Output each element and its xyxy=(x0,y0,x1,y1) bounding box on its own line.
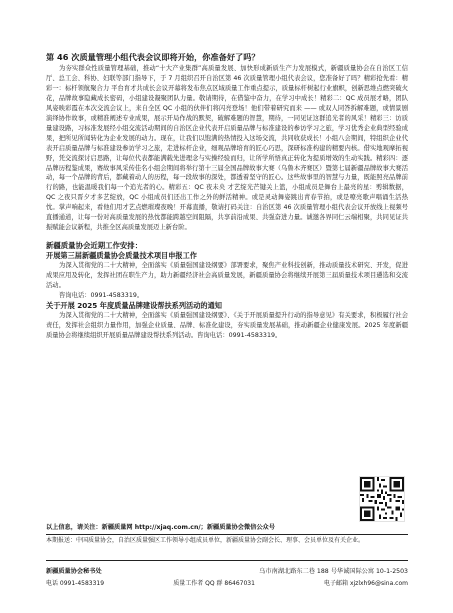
footer-qq-group: 质量工作者 QQ 群 86467031 xyxy=(173,580,255,587)
news-item-1-text: 为深入贯彻党的二十大精神，全面落实《质量强国建设纲要》部署要求，聚焦产业科技创新，推动质量技术研究、开发，促进成果应用及转化，发挥社团在职生产力，助力新疆经济社会高质量发展，新疆质量协会将继续开展第三届质量技术项目遴选和交流活动。 xyxy=(46,262,408,290)
footer-row-1 xyxy=(46,567,408,576)
distribution-scope: 本期报送：中国质量协会，自治区质量强区工作领导小组成员单位，新疆质量协会副会长、理事、会员单位及有关企业。 xyxy=(46,537,365,544)
footer-phone: 电话 0991-4583319 xyxy=(46,580,105,587)
follow-info xyxy=(46,523,408,535)
news-item-1-body xyxy=(46,261,408,301)
news-item-1-title: 开展第三届新疆质量协会质量技术项目申报工作 xyxy=(46,251,197,261)
footer-publisher: 新疆质量协会秘书处 xyxy=(46,568,102,575)
wechat-qr-code-icon xyxy=(359,476,405,522)
article-body: 为夯实群众性质量管理基础，推动“十大产业集群”高质量发展、加快形成新质生产力发展模式，新疆质量协会在自治区工信厅、总工会、科协、妇联等部门指导下，于 7 月组织召开自治区第 46 次质量管理小组代表会议，您准备好了吗？精彩抢先看：精彩一：标杆领航聚合力 平台育才共成长会议开幕将发布焦点区域质量工作重点提示，质量标杆树起行业旗帜，创新思维点燃突破火花，品牌故事隐藏成长密码，小组建设凝聚团队力量。敬请期待，在借鉴中奋力，在学习中成长！精彩二：QC 成员展才略，团队风姿映彩霞在本次交流会议上，来自全区 QC 小组的伙伴们将闪亮登场！他们带着研究而来 —— 或双人同答拆解难题，或情景剧演绎协作故事，或精准阐述专业成果，展示开局作战的默契，破解难题的智慧，期待，一同见证这群追光者的风采！精彩三：访质量建设路，习标准发展经小组交流活动期间的自治区企业代表开启质量品牌与标准建设的参访学习之旅，学习优秀企业典型经验成果，把所见所闻转化为企业发展的动力。现在，让我们以饱满的热情投入这场交流，共同收获成长！小组八会期间，特组织企业代表开启质量品牌与标准建设参访学习之旅，走进标杆企业，细观品牌培育的匠心巧思，深研标准构建的精要内核。借实地观摩拓视野，凭交流探讨启思路，让每位代表都能满载先进理念与实操经验而归，让所学所悟真正转化为提质增效的生动实践。精彩四：逐品牌历程鉴成果，赛故事风采传佳名小组会期间将举行第十三届全国品牌故事大赛（乌鲁木齐赛区）暨第七届新疆品牌故事大赛活动，每一个品牌的背后，都藏着动人的历程，每一段故事的深处，都透着坚守的匠心。这些故事里的智慧与力量，既能照亮品牌前行的路，也能温暖我们每一个追光者的心。精彩五：QC 夜未央 才艺绽光芒键关上篮，小组成员是舞台上最亮的星：剪辑数据，QC 之夜只晋夕才多艺绽放，QC 小组成员们还出工作之外的鲜活精神。或是灵动舞姿跳出青春节拍，或是嘹亮歌声唱诵生活热忱。掌声响起来，看他们用才艺点燃璀璨夜晚！开幕直播，敬请打码关注：自治区第 46 次质量管理小组代表会议开放线上视频号直播通道，让每一份对高质量发展的热忱都能跨越空间阻隔，共享前沿成果、共强奋进力量。诚邀各界同仁云端相聚，共同见证共振赋能会议新程，共推全区高质量发展迈上新台阶。 xyxy=(46,65,408,232)
footer-email: 电子邮箱 xjzlxh96@sina.com xyxy=(324,580,408,587)
divider-line xyxy=(46,534,408,535)
footer-divider xyxy=(46,560,408,561)
news-section-title: 新疆质量协会近期工作安排： xyxy=(46,241,143,251)
footer-row-2 xyxy=(46,579,408,588)
follow-text: 以上信息，请关注：新疆质量网 http://xjaq.com.cn/；新疆质量协会微信公众号 xyxy=(46,524,275,531)
footer-address: 乌市南湖北路东二巷 188 号华诚国际公寓 10-1-2503 xyxy=(259,568,408,575)
main-content xyxy=(46,52,408,341)
news-item-1-contact: 咨询电话：0991-4583319。 xyxy=(59,292,144,300)
article-title: 第 46 次质量管理小组代表会议即将开始，你准备好了吗？ xyxy=(46,52,260,62)
news-item-2-body: 为深入贯彻党的二十大精神，全面落实《质量强国建设纲要》、《关于开展质量提升行动的指导意见》有关要求，积极履行社会责任，发挥社会组织力量作用，加强企业质量、品牌、标准化建设，夯实质量发展基础，推动新疆企业健康发展。2025 年度新疆质量协会将继续组织开展质量品牌建设帮扶系列活动。咨询电话：0991-4583319。 xyxy=(46,312,408,340)
news-item-2-title: 关于开展 2025 年度质量品牌建设帮扶系列活动的通知 xyxy=(46,301,222,311)
